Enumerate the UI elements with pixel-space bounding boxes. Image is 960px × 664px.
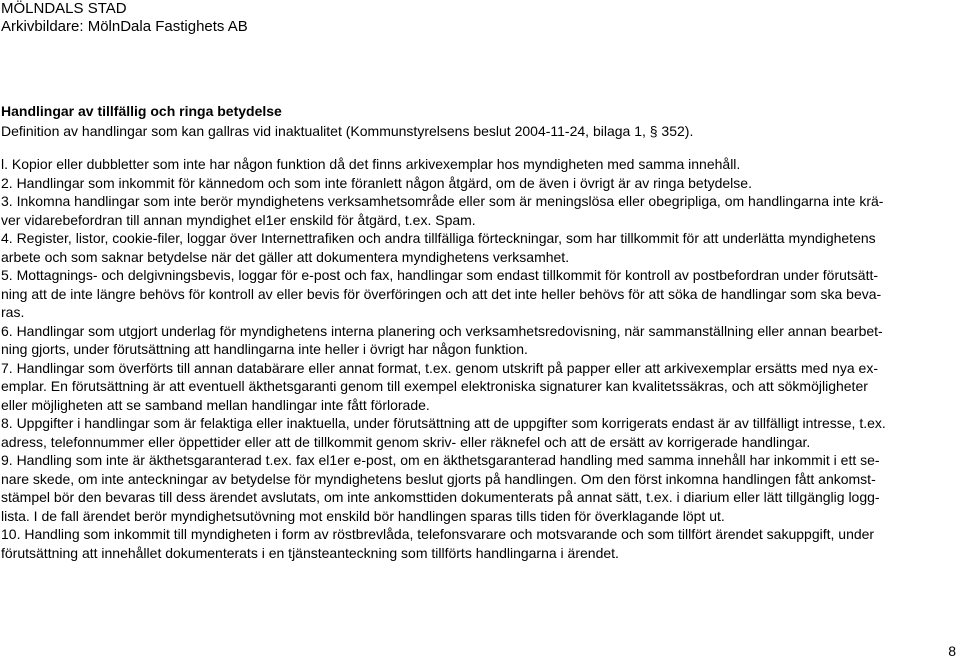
list-item bbox=[1, 192, 951, 229]
list-item-line: ras. bbox=[1, 304, 25, 320]
list-item-line: 4. Register, listor, cookie-filer, loggar över Internettrafiken och andra tillfälliga förteckningar, som har tillkommit för att underlätta myndighetens bbox=[1, 230, 876, 246]
list-item-line: arbete och som saknar betydelse när det gäller att dokumentera myndighetens verksamhet. bbox=[1, 248, 570, 265]
list-item-line: l. Kopior eller dubbletter som inte har någon funktion då det finns arkivexemplar hos myndigheten med samma innehåll. bbox=[1, 156, 741, 172]
section-definition: Definition av handlingar som kan gallras vid inaktualitet (Kommunstyrelsens beslut 2004-11-24, bilaga 1, § 352). bbox=[1, 123, 694, 139]
list-item-line: 9. Handling som inte är äkthetsgaranterad t.ex. fax el1er e-post, om en äkthetsgaranterad handling med samma innehåll har inkommit i ett se- bbox=[1, 452, 880, 468]
list-item-line: lista. I de fall ärendet berör myndighetsutövning mot enskild bör handlingen sparas tills tiden för överklagande löpt ut. bbox=[1, 507, 725, 524]
list-item bbox=[1, 359, 951, 415]
list-item-line: 5. Mottagnings- och delgivningsbevis, loggar för e-post och fax, handlingar som endast tillkommit för kontroll av postbefordran under förutsätt- bbox=[1, 267, 879, 283]
list-item-line: 3. Inkomna handlingar som inte berör myndighetens verksamhetsområde eller som är meningslösa eller obegripliga, om handlingarna inte krä- bbox=[1, 193, 884, 209]
list-item-line: 10. Handling som inkommit till myndigheten i form av röstbrevlåda, telefonsvarare och motsvarande och som tillfört ärendet sakuppgift, under bbox=[1, 526, 875, 542]
list-item-line: nare skede, om inte anteckningar av betydelse för myndighetens beslut gjorts på handlingen. Om den först inkomna handlingen fått ankomst- bbox=[1, 470, 876, 487]
list-item-line: stämpel bör den bevaras till dess ärendet avslutats, om inte ankomsttiden dokumenterats på annat sätt, t.ex. i diarium eller lätt tillgänglig logg- bbox=[1, 489, 880, 505]
list-item bbox=[1, 229, 951, 266]
list-item bbox=[1, 155, 951, 174]
list-item-line: ver vidarebefordran till annan myndighet el1er enskild för åtgärd, t.ex. Spam. bbox=[1, 211, 476, 228]
list-item bbox=[1, 174, 951, 193]
organization-name: MÖLNDALS STAD bbox=[1, 0, 127, 17]
list-item bbox=[1, 525, 951, 562]
document-header bbox=[1, 0, 248, 36]
gallring-list bbox=[1, 155, 951, 562]
archive-creator: Arkivbildare: MölnDala Fastighets AB bbox=[1, 18, 248, 35]
list-item bbox=[1, 414, 951, 451]
list-item-line: 7. Handlingar som överförts till annan databärare eller annat format, t.ex. genom utskrift på papper eller att arkivexemplar ersätts med nya ex- bbox=[1, 359, 878, 376]
list-item-line: eller möjligheten att se samband mellan handlingar inte fått förlorade. bbox=[1, 396, 430, 413]
list-item bbox=[1, 266, 951, 322]
list-item-line: förutsättning att innehållet dokumenterats i en tjänsteanteckning som tillförts handlingarna i ärendet. bbox=[1, 544, 619, 561]
list-item-line: 8. Uppgifter i handlingar som är felaktiga eller inaktuella, under förutsättning att de uppgifter som korrigerats endast är av tillfälligt intresse, t.ex. bbox=[1, 415, 886, 431]
page-number: 8 bbox=[948, 643, 956, 659]
section-title: Handlingar av tillfällig och ringa betydelse bbox=[1, 103, 282, 119]
list-item-line: 6. Handlingar som utgjort underlag för myndighetens interna planering och verksamhetsredovisning, när sammanställning eller annan bearbet- bbox=[1, 322, 883, 339]
list-item-line: 2. Handlingar som inkommit för kännedom och som inte föranlett någon åtgärd, om de även i övrigt är av ringa betydelse. bbox=[1, 174, 752, 191]
list-item bbox=[1, 451, 951, 525]
list-item bbox=[1, 322, 951, 359]
list-item-line: ning att de inte längre behövs för kontroll av eller bevis för överföringen och att det inte heller behövs för att söka de handlingar som ska beva- bbox=[1, 285, 882, 302]
list-item-line: adress, telefonnummer eller öppettider eller att de tillkommit genom skriv- eller räknefel och att de ersätt av korrigerade handlingar. bbox=[1, 433, 811, 450]
list-item-line: emplar. En förutsättning är att eventuell äkthetsgaranti genom till exempel elektroniska signaturer kan kvalitetssäkras, och att sökmöjligheter bbox=[1, 378, 868, 394]
list-item-line: ning gjorts, under förutsättning att handlingarna inte heller i övrigt har någon funktion. bbox=[1, 341, 528, 357]
